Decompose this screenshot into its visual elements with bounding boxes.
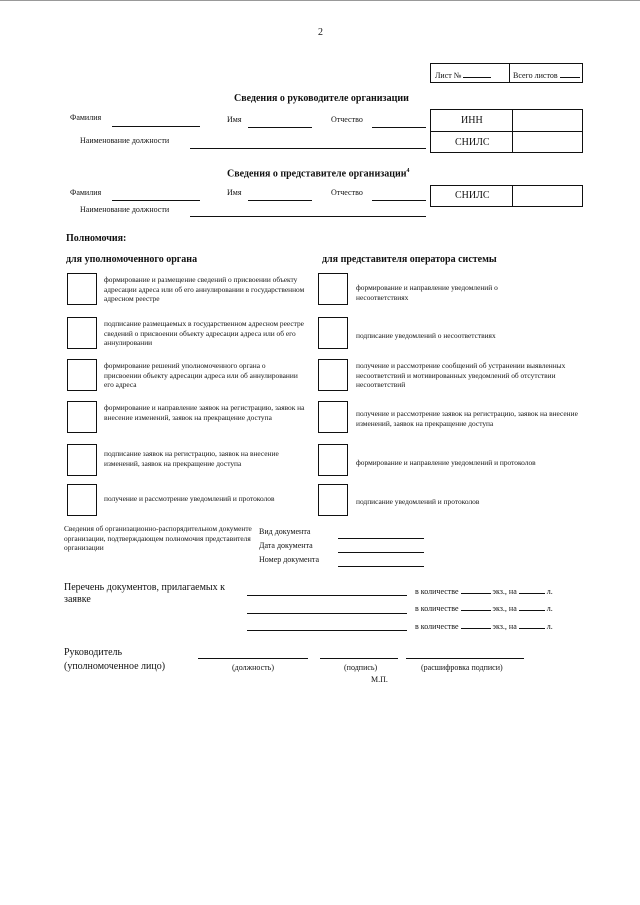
qty-field[interactable] [461, 602, 491, 611]
rep-position-field[interactable] [190, 216, 426, 217]
doc-number-label: Номер документа [259, 555, 320, 564]
sheets-field[interactable] [519, 585, 545, 594]
head-snils-input[interactable] [514, 133, 581, 151]
rep-surname-label: Фамилия [70, 188, 102, 197]
attachments-title: Перечень документов, прилагаемых к заявке [64, 582, 225, 605]
power-right-text: формирование и направление уведомлений и протоколов [356, 458, 536, 467]
attachment-qty-row: в количестве экз., на л. [415, 604, 553, 613]
powers-title: Полномочия: [66, 233, 127, 244]
head-patronymic-field[interactable] [372, 127, 426, 128]
head-position-label: Наименование должности [80, 136, 170, 145]
rep-name-label: Имя [227, 188, 242, 197]
power-right-checkbox[interactable] [318, 359, 348, 391]
rep-id-table [430, 185, 583, 207]
head-snils-label: СНИЛС [455, 137, 490, 148]
power-right-text: получение и рассмотрение сообщений об устранении выявленных несоответствий и мотивированных уведомлений об отсутствии несоответствий [356, 361, 566, 390]
power-left-checkbox[interactable] [67, 444, 97, 476]
attachment-name-field[interactable] [247, 595, 407, 596]
total-sheets-field[interactable]: Всего листов [513, 69, 580, 80]
signer-name-field[interactable] [406, 658, 524, 659]
attachment-name-field[interactable] [247, 630, 407, 631]
power-left-text: формирование решений уполномоченного органа о присвоении объекту адресации адреса или об аннулировании его адреса [104, 361, 298, 390]
inn-label: ИНН [461, 115, 483, 126]
power-left-text: подписание размещаемых в государственном адресном реестре сведений о присвоении объекту адресации адреса или об его аннулировании [104, 319, 304, 348]
power-right-checkbox[interactable] [318, 484, 348, 516]
power-right-text: получение и рассмотрение заявок на регистрацию, заявок на внесение изменений, заявок на прекращение доступа [356, 409, 578, 428]
rep-name-field[interactable] [248, 200, 312, 201]
powers-right-header: для представителя оператора системы [322, 254, 497, 265]
power-left-checkbox[interactable] [67, 484, 97, 516]
signer-signature-field[interactable] [320, 658, 398, 659]
head-name-label: Имя [227, 115, 242, 124]
rep-patronymic-label: Отчество [331, 188, 363, 197]
decoding-caption: (расшифровка подписи) [421, 663, 503, 672]
doc-date-field[interactable] [338, 552, 424, 553]
qty-field[interactable] [461, 585, 491, 594]
signer-position-field[interactable] [198, 658, 308, 659]
page-number: 2 [318, 27, 323, 38]
head-surname-label: Фамилия [70, 113, 102, 122]
position-caption: (должность) [232, 663, 274, 672]
power-left-checkbox[interactable] [67, 317, 97, 349]
qty-field[interactable] [461, 620, 491, 629]
rep-snils-label: СНИЛС [455, 190, 490, 201]
power-right-text: формирование и направление уведомлений о несоответствиях [356, 283, 498, 302]
sheets-field[interactable] [519, 620, 545, 629]
power-right-checkbox[interactable] [318, 444, 348, 476]
head-surname-field[interactable] [112, 126, 200, 127]
head-name-field[interactable] [248, 127, 312, 128]
head-label: Руководитель [64, 647, 123, 658]
head-id-table [430, 109, 583, 153]
rep-patronymic-field[interactable] [372, 200, 426, 201]
authorized-person-label: (уполномоченное лицо) [64, 661, 166, 672]
doc-type-label: Вид документа [259, 527, 311, 536]
power-right-text: подписание уведомлений и протоколов [356, 497, 480, 506]
powers-left-header: для уполномоченного органа [66, 254, 198, 265]
power-left-checkbox[interactable] [67, 401, 97, 433]
power-left-text: получение и рассмотрение уведомлений и протоколов [104, 494, 275, 503]
power-right-checkbox[interactable] [318, 317, 348, 349]
sheets-field[interactable] [519, 602, 545, 611]
power-left-text: подписание заявок на регистрацию, заявок на внесение изменений, заявок на прекращение доступа [104, 449, 279, 468]
stamp-label: М.П. [371, 675, 388, 684]
sheet-info-box [430, 63, 583, 83]
signature-caption: (подпись) [344, 663, 378, 672]
attachment-name-field[interactable] [247, 613, 407, 614]
inn-input[interactable] [514, 111, 581, 130]
rep-surname-field[interactable] [112, 200, 200, 201]
top-border [0, 0, 640, 1]
doc-date-label: Дата документа [259, 541, 313, 550]
rep-snils-input[interactable] [514, 187, 581, 205]
attachment-qty-row: в количестве экз., на л. [415, 622, 553, 631]
power-left-text: формирование и размещение сведений о присвоении объекту адресации адреса или об его аннулировании в государственном адресном реестре [104, 275, 305, 304]
doc-type-field[interactable] [338, 538, 424, 539]
sheet-number-field[interactable]: Лист № [435, 69, 491, 80]
power-left-checkbox[interactable] [67, 359, 97, 391]
rep-position-label: Наименование должности [80, 205, 170, 214]
rep-section-title: Сведения о представителе организации$^4$ [227, 168, 410, 180]
head-position-field[interactable] [190, 148, 426, 149]
power-left-text: формирование и направление заявок на регистрацию, заявок на внесение изменений, заявок на прекращение доступа [104, 403, 305, 422]
power-left-checkbox[interactable] [67, 273, 97, 305]
head-section-title: Сведения о руководителе организации [234, 93, 409, 104]
power-right-checkbox[interactable] [318, 401, 348, 433]
power-right-checkbox[interactable] [318, 273, 348, 305]
attachment-qty-row: в количестве экз., на л. [415, 587, 553, 596]
head-patronymic-label: Отчество [331, 115, 363, 124]
doc-number-field[interactable] [338, 566, 424, 567]
power-right-text: подписание уведомлений о несоответствиях [356, 331, 496, 340]
authority-doc-text: Сведения об организационно-распорядительном документе организации, подтверждающем полномочия представителя организации [64, 524, 252, 553]
